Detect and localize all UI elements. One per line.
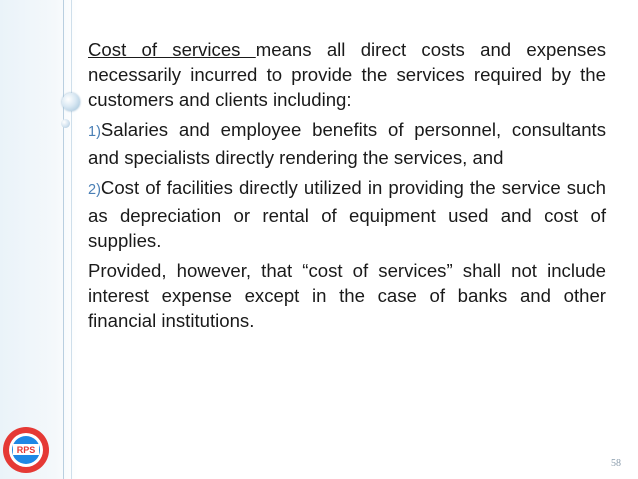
decorative-left-band xyxy=(0,0,78,479)
list-item-text: Salaries and employee benefits of personnel, consultants and specialists directly rendering the services, and xyxy=(88,119,606,168)
rps-logo xyxy=(1,425,51,475)
definition-text: means all direct costs and expenses necessarily incurred to provide the services required by the customers and clients including: xyxy=(88,39,606,110)
logo-lettering: RPS xyxy=(16,445,36,455)
list-item xyxy=(88,117,606,170)
list-item-number: 2) xyxy=(88,182,101,198)
band-edge-line xyxy=(71,0,72,479)
slide-number: 58 xyxy=(611,458,621,469)
list-item-number: 1) xyxy=(88,124,101,140)
list-item-text: Cost of facilities directly utilized in providing the service such as depreciation or rental of equipment used and cost of supplies. xyxy=(88,177,606,251)
defined-term: Cost of services xyxy=(88,39,256,60)
decorative-orb xyxy=(61,119,70,128)
list-item xyxy=(88,175,606,253)
definition-paragraph xyxy=(88,37,606,112)
band-edge-line xyxy=(63,0,64,479)
proviso-paragraph: Provided, however, that “cost of services” shall not include interest expense except in the case of banks and other financial institutions. xyxy=(88,260,606,331)
decorative-orb xyxy=(62,93,80,111)
slide-body xyxy=(88,37,606,336)
